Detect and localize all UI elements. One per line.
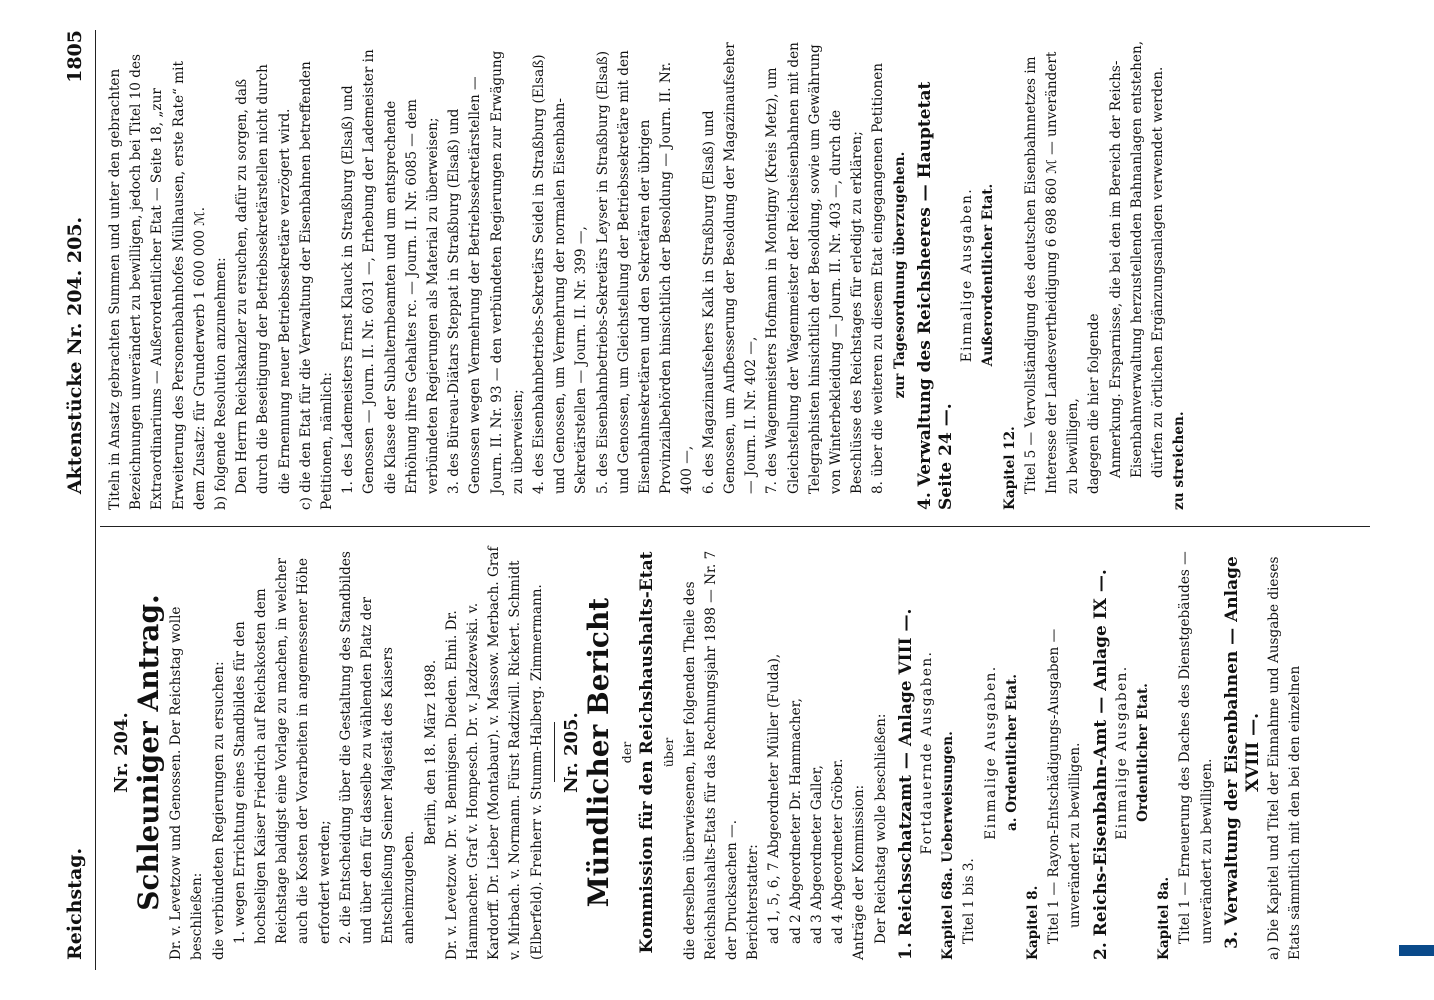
petition-8: 8. über die weiteren zu diesem Etat eingegangenen Petitionen — [870, 62, 887, 494]
section-4d: Titel 5 — Vervollständigung des deutschen Eisenbahnnetzes im Interesse der Landesvertheidigung 6 698 860 ℳ — unverändert zu bewilligen, — [1022, 51, 1082, 494]
doc-number-205: Nr. 205. — [560, 712, 582, 793]
header-rule — [95, 30, 96, 970]
doc-number-204: Nr. 204. — [111, 712, 132, 793]
ref-2: ad 2 Abgeordneter Dr. Hammacher, — [787, 697, 804, 944]
section-4e: dagegen die hier folgende — [1086, 313, 1103, 494]
header-title: Aktenstücke Nr. 204. 205. — [64, 216, 86, 495]
date-line: Berlin, den 18. März 1898. — [422, 659, 439, 846]
petition-4: 4. des Eisenbahnbetriebs-Sekretärs Seidel in Straßburg (Elsaß) und Genossen, um Vermehrung der normalen Eisenbahn-Sekretärstellen — Journ. II. Nr. 399 —, — [531, 54, 590, 494]
intro-text-2: die verbündeten Regierungen zu ersuchen: — [210, 661, 227, 960]
section-2b: Ordentlicher Etat. — [1134, 683, 1151, 822]
petition-8-conclusion: zur Tagesordnung überzugehen. — [891, 151, 908, 399]
antraege: Anträge der Kommission: — [851, 784, 868, 960]
section-2a: Einmalige Ausgaben. — [1113, 665, 1130, 840]
section-1a: Fortdauernde Ausgaben. — [918, 650, 935, 855]
section-4g: zu streichen. — [1171, 411, 1188, 510]
section-1-brace: unverändert zu bewilligen. — [1067, 742, 1084, 928]
column-divider — [100, 526, 1370, 527]
petition-7: 7. des Wagenmeisters Hofmann in Montigny (Kreis Metz), um Gleichstellung der Wagenmeister der Reichseisenbahnen mit den Telegraphisten hinsichtlich der Besoldung, sowie um Gewährung von Winterbekleidung — Journ. II. Nr. 403 —, durch die Beschlüsse des Reichstages für erledigt zu erklären; — [764, 42, 866, 494]
kommission-title: Kommission für den Reichshaushalts-Etat — [637, 551, 658, 954]
doc-title-204: Schleuniger Antrag. — [132, 594, 166, 911]
digitization-credit — [1405, 40, 1431, 960]
section-1f: Kapitel 8. — [1024, 885, 1041, 960]
divider — [554, 723, 555, 783]
berichterstatter: Berichterstatter: — [745, 844, 762, 960]
right-column — [105, 40, 1380, 510]
page-number: 1805 — [64, 30, 86, 83]
section-3a: a) Die Kapitel und Titel der Einnahme und Ausgabe dieses Etats sämmtlich mit den bei den einzelnen — [1266, 556, 1304, 960]
der-text: der — [619, 741, 635, 764]
petition-6: 6. des Magazinaufsehers Kalk in Straßburg (Elsaß) und Genossen, um Aufbesserung der Besoldung der Magazinaufseher — Journ. II. Nr. 402 —, — [700, 42, 760, 494]
ref-1: ad 1, 5, 6, 7 Abgeordneter Müller (Fulda), — [766, 653, 783, 944]
item-2: 2. die Entscheidung über die Gestaltung des Standbildes und über den für dasselbe zu wählenden Platz der Entschließung Seiner Majestät des Kaisers anheimzugeben. — [337, 551, 418, 944]
petition-5: 5. des Eisenbahnbetriebs-Sekretärs Leyser in Straßburg (Elsaß) und Genossen, um Gleichstellung der Betriebssekretäre mit den Eisenbahnsekretären und den Sekretären der übrigen Provinzialbehörden hinsichtlich der Besoldung — Journ. II. Nr. 400 —, — [594, 50, 696, 494]
section-4a: Einmalige Ausgaben. — [959, 187, 976, 363]
section-4c: Kapitel 12. — [1001, 426, 1018, 510]
section-1e: a. Ordentlicher Etat. — [1003, 673, 1020, 832]
ref-4: ad 4 Abgeordneter Gröber. — [830, 758, 847, 944]
ref-3: ad 3 Abgeordneter Galler, — [808, 765, 825, 944]
section-2d: Titel 1 — Erneuerung des Daches des Dienstgebäudes — unverändert zu bewilligen. — [1177, 551, 1215, 944]
section-1d: Einmalige Ausgaben. — [982, 665, 999, 840]
section-1: 1. Reichsschatzamt — Anlage VIII —. — [895, 608, 916, 960]
section-4b: Außerordentlicher Etat. — [980, 183, 997, 367]
ueber-text: über — [661, 737, 677, 768]
header-left: Reichstag. — [64, 847, 86, 960]
section-1g: Titel 1 — Rayon-Entschädigungs-Ausgaben — — [1046, 628, 1063, 944]
petitions-c: c) die den Etat für die Verwaltung der Eisenbahnen betreffenden Petitionen, nämlich: — [297, 61, 336, 510]
section-2c: Kapitel 8a. — [1156, 876, 1173, 960]
section-1c: Titel 1 bis 3. — [961, 858, 978, 944]
petition-1: 1. des Lademeisters Ernst Klauck in Straßburg (Elsaß) und Genossen — Journ. II. Nr. 6031 —, Erhebung der Lademeister in die Klasse der Subalternbeamten und um entsprechende Erhöhung ihres Gehaltes rc. — Journ. II. Nr. 6085 — dem verbündeten Regierungen als Material zu überweisen; — [340, 49, 442, 494]
left-column — [105, 545, 1380, 960]
section-1b: Kapitel 68a. Ueberweisungen. — [940, 731, 957, 960]
petition-3: 3. des Büreau-Diätars Steppat in Straßburg (Elsaß) und Genossen wegen Vermehrung der Betriebssekretärstellen — Journ. II. Nr. 93 — den verbündeten Regierungen zur Erwägung zu überweisen; — [446, 50, 526, 494]
doc-title-205: Mündlicher Bericht — [582, 597, 616, 908]
section-4: 4. Verwaltung des Reichsheeres — Hauptetat Seite 24 —. — [914, 81, 956, 510]
intro-text: Dr. v. Levetzow und Genossen. Der Reichstag wolle beschließen: — [168, 606, 206, 960]
item-1: 1. wegen Errichtung eines Standbildes für den hochseligen Kaiser Friedrich auf Reichskosten dem Reichstage baldigst eine Vorlage zu machen, in welcher auch die Kosten der Vorarbeiten in angemessener Höhe erfordert werden; — [231, 557, 333, 944]
resolution-text: Den Herrn Reichskanzler zu ersuchen, dafür zu sorgen, daß durch die Beseitigung der Betriebssekretärstellen nicht durch die Ernennung neuer Betriebssekretäre verzögert wird. — [234, 64, 293, 494]
resolution-b: b) folgende Resolution anzunehmen: — [213, 257, 230, 510]
body-205: die derselben überwiesenen, hier folgenden Theile des Reichshaushalts-Etats für das Rechnungsjahr 1898 — Nr. 7 der Drucksachen —. — [681, 550, 741, 960]
dfg-logo — [1399, 945, 1434, 956]
signers: Dr. v. Levetzow. Dr. v. Bennigsen. Dieden. Ehni. Dr. Hammacher. Graf v. Hompesch. Dr. v. Jazdzewski. v. Kardorff. Dr. Lieber (Montabaur). v. Massow. Merbach. Graf v. Mirbach. v. Normann. Fürst Radziwill. Rickert. Schmidt (Elberfeld). Freiherr v. Stumm-Halberg. Zimmermann. — [443, 546, 545, 960]
beschliessen: Der Reichstag wolle beschließen: — [872, 713, 889, 944]
section-4f: Anmerkung. Ersparnisse, die bei den im Bereich der Reichs-Eisenbahnverwaltung herzustellenden Bahnanlagen entstehen, dürfen zu örtlichen Ergänzungsanlagen verwendet werden. — [1107, 40, 1166, 478]
section-2: 2. Reichs-Eisenbahn-Amt — Anlage IX —. — [1090, 569, 1111, 960]
page-header — [60, 30, 90, 960]
paragraph-1: Titeln in Ansatz gebrachten Summen und unter den gebrachten Bezeichnungen unverändert zu bewilligen, jedoch bei Titel 10 des Extraordinariums — Außerordentlicher Etat — Seite 18, „zur Erweiterung des Personenbahnhofes Mülhausen, erste Rate“ mit dem Zusatz: für Grunderwerb 1 600 000 ℳ. — [107, 53, 208, 510]
section-3: 3. Verwaltung der Eisenbahnen — Anlage XVIII —. — [1221, 556, 1263, 949]
